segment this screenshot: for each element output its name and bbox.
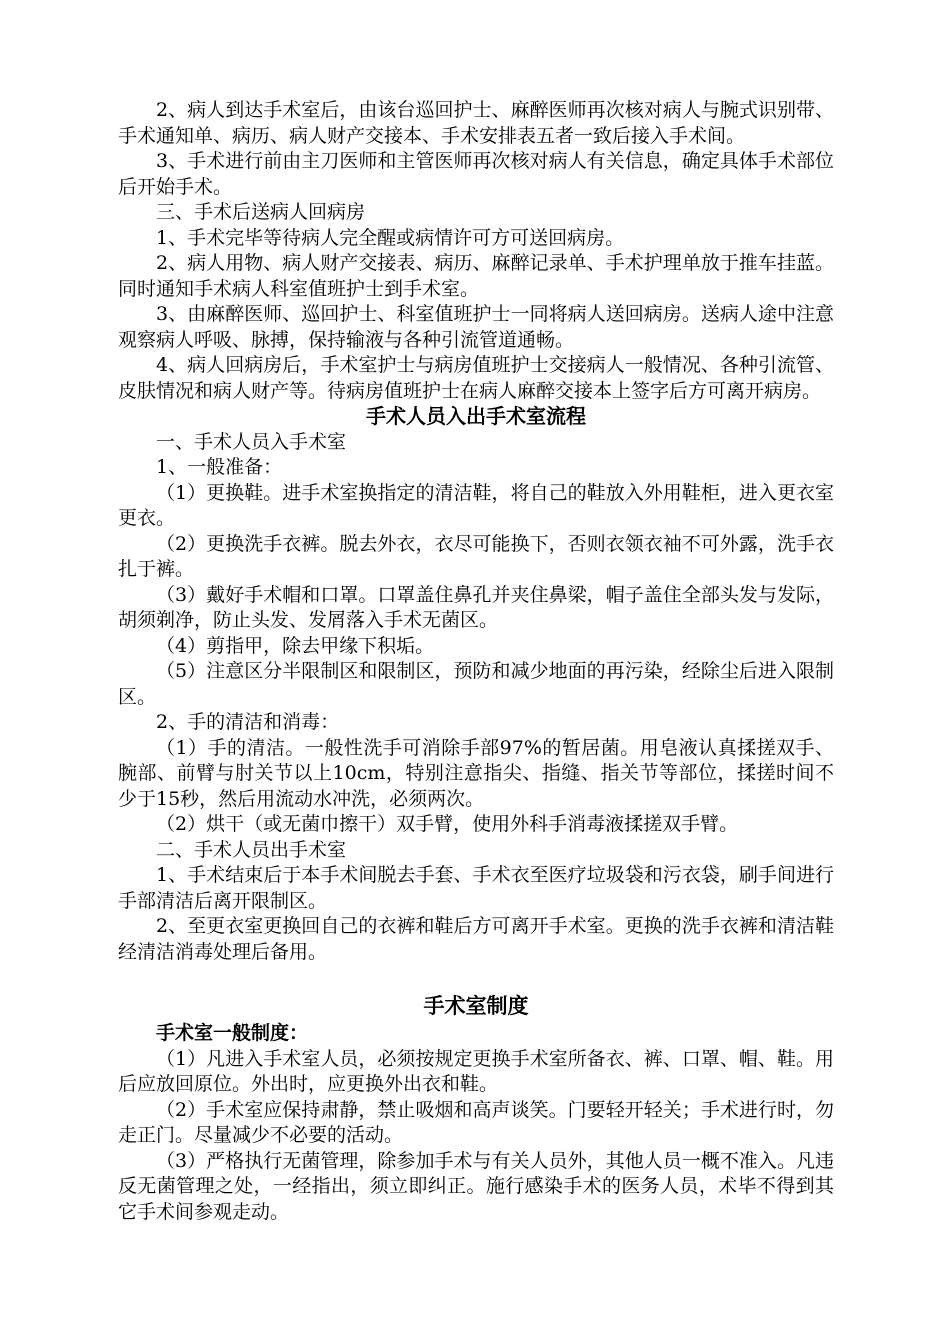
section-title: 手术人员入出手术室流程 xyxy=(366,404,586,428)
paragraph: （1）更换鞋。进手术室换指定的清洁鞋，将自己的鞋放入外用鞋柜，进入更衣室更衣。 xyxy=(118,481,834,529)
paragraph: （2）更换洗手衣裤。脱去外衣，衣尽可能换下，否则衣领衣袖不可外露，洗手衣扎于裤。 xyxy=(118,532,834,580)
paragraph: （2）烘干（或无菌巾擦干）双手臂，使用外科手消毒液揉搓双手臂。 xyxy=(156,813,739,835)
section-rules xyxy=(118,991,834,1225)
paragraph: 1、一般准备： xyxy=(156,456,283,478)
paragraph: （2）手术室应保持肃静，禁止吸烟和高声谈笑。门要轻开轻关；手术进行时，勿走正门。尽量减少不必要的活动。 xyxy=(118,1098,834,1146)
subsection-title: 手术室一般制度： xyxy=(156,1022,309,1044)
paragraph: （1）手的清洁。一般性洗手可消除手部97%的暂居菌。用皂液认真揉搓双手、腕部、前臂与肘关节以上10cm，特别注意指尖、指缝、指关节等部位，揉搓时间不少于15秒，然后用流动水冲洗，必须两次。 xyxy=(118,736,834,810)
paragraph: 2、至更衣室更换回自己的衣裤和鞋后方可离开手术室。更换的洗手衣裤和清洁鞋经清洁消毒处理后备用。 xyxy=(118,915,834,963)
paragraph: （3）严格执行无菌管理，除参加手术与有关人员外，其他人员一概不准入。凡违反无菌管理之处，一经指出，须立即纠正。施行感染手术的医务人员，术毕不得到其它手术间参观走动。 xyxy=(118,1149,834,1223)
paragraph: （3）戴好手术帽和口罩。口罩盖住鼻孔并夹住鼻梁，帽子盖住全部头发与发际，胡须剃净，防止头发、发屑落入手术无菌区。 xyxy=(118,583,834,631)
paragraph: 1、手术结束后于本手术间脱去手套、手术衣至医疗垃圾袋和污衣袋，刷手间进行手部清洁后离开限制区。 xyxy=(118,864,834,912)
paragraph: 2、病人用物、病人财产交接表、病历、麻醉记录单、手术护理单放于推车挂蓝。同时通知手术病人科室值班护士到手术室。 xyxy=(118,252,834,300)
section-post-surgery xyxy=(118,98,834,404)
paragraph: （5）注意区分半限制区和限制区，预防和减少地面的再污染，经除尘后进入限制区。 xyxy=(118,660,834,708)
paragraph: （4）剪指甲，除去甲缘下积垢。 xyxy=(156,634,435,657)
section-staff-flow xyxy=(118,404,834,965)
section-heading: 三、手术后送病人回病房 xyxy=(156,201,366,223)
paragraph: 1、手术完毕等待病人完全醒或病情许可方可送回病房。 xyxy=(156,226,625,249)
paragraph: 4、病人回病房后，手术室护士与病房值班护士交接病人一般情况、各种引流管、皮肤情况和病人财产等。待病房值班护士在病人麻醉交接本上签字后方可离开病房。 xyxy=(118,354,834,402)
paragraph: （1）凡进入手术室人员，必须按规定更换手术室所备衣、裤、口罩、帽、鞋。用后应放回原位。外出时，应更换外出衣和鞋。 xyxy=(118,1047,834,1095)
document-page xyxy=(118,98,834,1225)
paragraph: 3、手术进行前由主刀医师和主管医师再次核对病人有关信息，确定具体手术部位后开始手术。 xyxy=(118,150,834,198)
paragraph: 2、手的清洁和消毒： xyxy=(156,711,340,733)
paragraph: 3、由麻醉医师、巡回护士、科室值班护士一同将病人送回病房。送病人途中注意观察病人呼吸、脉搏，保持输液与各种引流管道通畅。 xyxy=(118,303,834,351)
section-heading: 一、手术人员入手术室 xyxy=(156,430,347,453)
section-heading: 二、手术人员出手术室 xyxy=(156,838,347,861)
section-title: 手术室制度 xyxy=(423,993,529,1018)
paragraph: 2、病人到达手术室后，由该台巡回护士、麻醉医师再次核对病人与腕式识别带、手术通知单、病历、病人财产交接本、手术安排表五者一致后接入手术间。 xyxy=(118,99,834,147)
